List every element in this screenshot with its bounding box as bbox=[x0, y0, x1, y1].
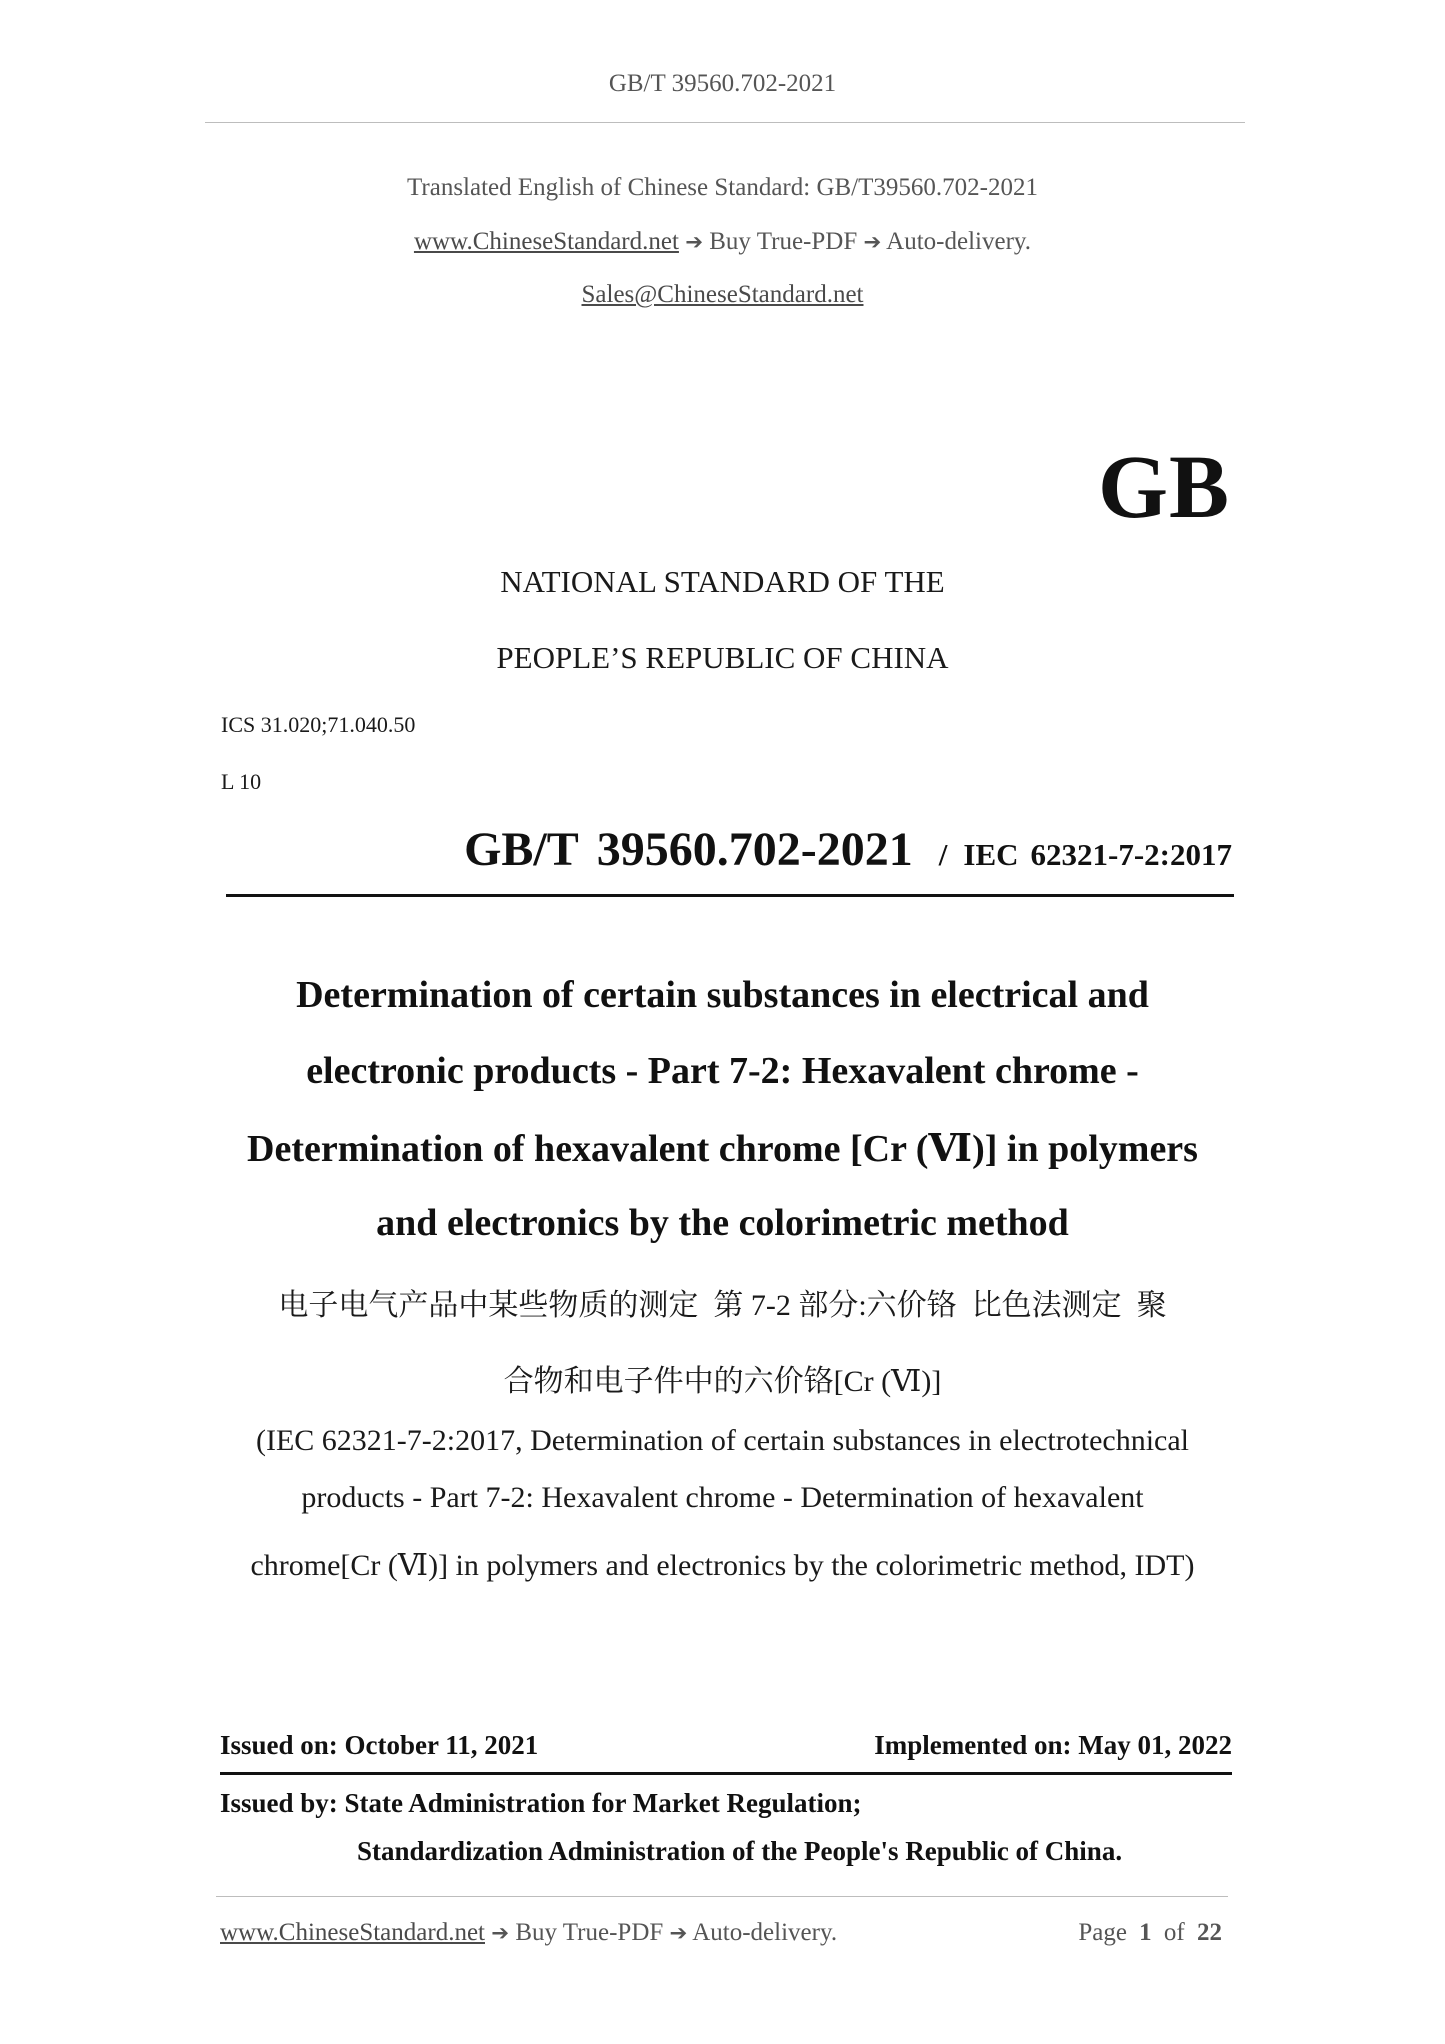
translation-notice: Translated English of Chinese Standard: GB/T39560.702-2021 bbox=[407, 174, 1038, 201]
footer-buy-text: Buy True-PDF bbox=[515, 1919, 664, 1946]
iec-prefix: IEC bbox=[963, 837, 1019, 872]
gb-logo: GB bbox=[1097, 438, 1230, 537]
of-label: of bbox=[1163, 1919, 1185, 1946]
title-en-line1: Determination of certain substances in electrical and bbox=[296, 974, 1149, 1016]
footer-delivery-text: Auto-delivery. bbox=[692, 1919, 838, 1946]
page-indicator bbox=[1078, 1919, 1222, 1947]
running-header: GB/T 39560.702-2021 bbox=[608, 70, 837, 97]
footer-site-link[interactable]: www.ChineseStandard.net bbox=[220, 1919, 485, 1946]
iec-ref-line1: (IEC 62321-7-2:2017, Determination of certain substances in electrotechnical bbox=[255, 1424, 1190, 1457]
page-label: Page bbox=[1078, 1919, 1127, 1946]
purchase-line bbox=[0, 228, 1445, 256]
arrow-right-icon: ➔ bbox=[491, 1921, 510, 1946]
page-current: 1 bbox=[1139, 1919, 1152, 1946]
email-line bbox=[0, 281, 1445, 309]
footer-purchase-line bbox=[220, 1919, 837, 1947]
national-standard-line2: PEOPLE’S REPUBLIC OF CHINA bbox=[496, 640, 949, 675]
implemented-date: Implemented on: May 01, 2022 bbox=[874, 1730, 1232, 1760]
designation-rule bbox=[226, 894, 1234, 897]
auto-delivery-text: Auto-delivery. bbox=[886, 228, 1032, 255]
arrow-right-icon: ➔ bbox=[669, 1921, 688, 1946]
title-en-line4: and electronics by the colorimetric method bbox=[376, 1202, 1069, 1244]
ics-code: ICS 31.020;71.040.50 bbox=[221, 712, 416, 737]
designation-prefix: GB/T bbox=[464, 823, 579, 876]
header-divider bbox=[205, 122, 1245, 123]
arrow-right-icon: ➔ bbox=[685, 230, 703, 255]
ccs-code: L 10 bbox=[221, 769, 262, 794]
issued-date: Issued on: October 11, 2021 bbox=[220, 1730, 539, 1760]
designation-number: 39560.702-2021 bbox=[596, 823, 913, 876]
sales-email-link[interactable]: Sales@ChineseStandard.net bbox=[581, 281, 864, 308]
iec-number: 62321-7-2:2017 bbox=[1030, 837, 1232, 872]
issued-by-line1: Issued by: State Administration for Market Regulation; bbox=[220, 1788, 862, 1818]
standard-designation bbox=[464, 822, 1232, 877]
title-cn-line1: 电子电气产品中某些物质的测定 第 7-2 部分:六价铬 比色法测定 聚 bbox=[278, 1289, 1167, 1322]
title-en-line3: Determination of hexavalent chrome [Cr (Ⅵ)] in polymers bbox=[247, 1128, 1198, 1170]
site-link[interactable]: www.ChineseStandard.net bbox=[413, 228, 679, 255]
title-cn-line2: 合物和电子件中的六价铬[Cr (Ⅵ)] bbox=[503, 1365, 942, 1398]
title-en-line2: electronic products - Part 7-2: Hexavalent chrome - bbox=[306, 1050, 1139, 1092]
iec-ref-line2: products - Part 7-2: Hexavalent chrome - Determination of hexavalent bbox=[301, 1481, 1144, 1514]
footer-divider bbox=[216, 1896, 1228, 1897]
issued-by-line2: Standardization Administration of the People's Republic of China. bbox=[357, 1836, 1123, 1866]
national-standard-line1: NATIONAL STANDARD OF THE bbox=[500, 564, 945, 599]
arrow-right-icon: ➔ bbox=[863, 230, 882, 255]
dates-rule bbox=[220, 1772, 1232, 1775]
iec-ref-line3: chrome[Cr (Ⅵ)] in polymers and electronics by the colorimetric method, IDT) bbox=[250, 1549, 1195, 1582]
designation-separator: / bbox=[938, 837, 948, 872]
page-total: 22 bbox=[1197, 1919, 1222, 1946]
buy-pdf-text: Buy True-PDF bbox=[709, 228, 858, 255]
